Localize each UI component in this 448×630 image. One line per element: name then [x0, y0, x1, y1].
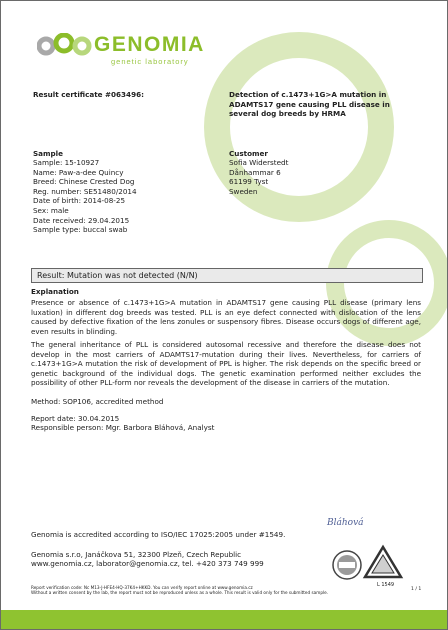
test-title: Detection of c.1473+1G>A mutation in ADAMTS17 gene causing PLL disease in several dog breeds by HRMA	[229, 90, 390, 119]
sample-line: Sample: 15-10927	[33, 158, 100, 167]
accreditation-seals	[331, 541, 411, 591]
customer-line: Dånhammar 6	[229, 167, 281, 177]
certificate-title: Result certificate #063496:	[33, 90, 144, 99]
footnote-line-2: Without a written consent by the lab, the report must not be reproduced unless as a whole. This result is valid only for the submitted sample.	[31, 590, 329, 595]
customer-line: Sweden	[229, 186, 258, 196]
genomia-logo-icon	[37, 33, 93, 59]
cai-seal-icon	[333, 551, 361, 579]
footnote-line-1: Report verification code: Nc M13-J-HFE4-HQ-37K4+HKKD. You can verify report online at www.genomia.cz	[31, 585, 253, 590]
seal-code: L 1549	[377, 582, 395, 588]
signature: Bláhová	[327, 518, 364, 528]
report-date: Report date: 30.04.2015	[31, 414, 120, 423]
sample-line: Reg. number: SE51480/2014	[33, 186, 137, 196]
sample-heading: Sample	[33, 149, 63, 158]
footer-green-bar	[1, 610, 447, 629]
sample-line: Sex: male	[33, 205, 69, 215]
footnote	[31, 585, 328, 595]
sample-line: Date received: 29.04.2015	[33, 215, 130, 225]
brand-tagline: genetic laboratory	[111, 57, 189, 66]
brand-name: GENOMIA	[94, 33, 205, 56]
customer-details	[229, 158, 288, 196]
customer-line: Sofia Widerstedt	[229, 158, 289, 167]
company-contact: www.genomia.cz, laborator@genomia.cz, tel. +420 373 749 999	[31, 559, 264, 568]
customer-line: 61199 Tyst	[229, 177, 269, 187]
method-line: Method: SOP106, accredited method	[31, 397, 164, 406]
explanation-paragraph-2: The general inheritance of PLL is considered autosomal recessive and therefore the disease does not develop in the most carriers of ADAMTS17-mutation during their lives. Nevertheless, for carriers of c.1473+1G>A mutation the risk of development of PPL is higher. The risk depends on the specific breed or genetic background of the individual dogs. The genetic examination performed neither excludes the possibility of other PLL-form nor reveals the development of the disease in carriers of the mutation.	[31, 340, 421, 388]
explanation-paragraph-1: Presence or absence of c.1473+1G>A mutation in ADAMTS17 gene causing PLL disease (primary lens luxation) in different dog breeds was tested. PLL is an eye defect connected with dislocation of the lens caused by defective fixation of the lens zonules or suspensory fibres. Disease occurs dogs of different age, even results in blinding.	[31, 298, 421, 336]
page-number: 1 / 1	[411, 587, 422, 592]
accreditation-mark-icon	[365, 547, 401, 577]
sample-details	[33, 158, 137, 235]
sample-line: Sample type: buccal swab	[33, 225, 128, 235]
sample-line: Date of birth: 2014-08-25	[33, 196, 126, 206]
company-address: Genomia s.r.o, Janáčkova 51, 32300 Plzeň, Czech Republic	[31, 550, 242, 559]
sample-line: Breed: Chinese Crested Dog	[33, 177, 135, 187]
accreditation-note: Genomia is accredited according to ISO/IEC 17025:2005 under #1549.	[31, 530, 286, 539]
customer-heading: Customer	[229, 149, 268, 158]
explanation-heading: Explanation	[31, 287, 79, 296]
result-box: Result: Mutation was not detected (N/N)	[31, 268, 423, 283]
sample-line: Name: Paw-a-dee Quincy	[33, 167, 124, 177]
responsible-person: Responsible person: Mgr. Barbora Bláhová, Analyst	[31, 423, 215, 432]
